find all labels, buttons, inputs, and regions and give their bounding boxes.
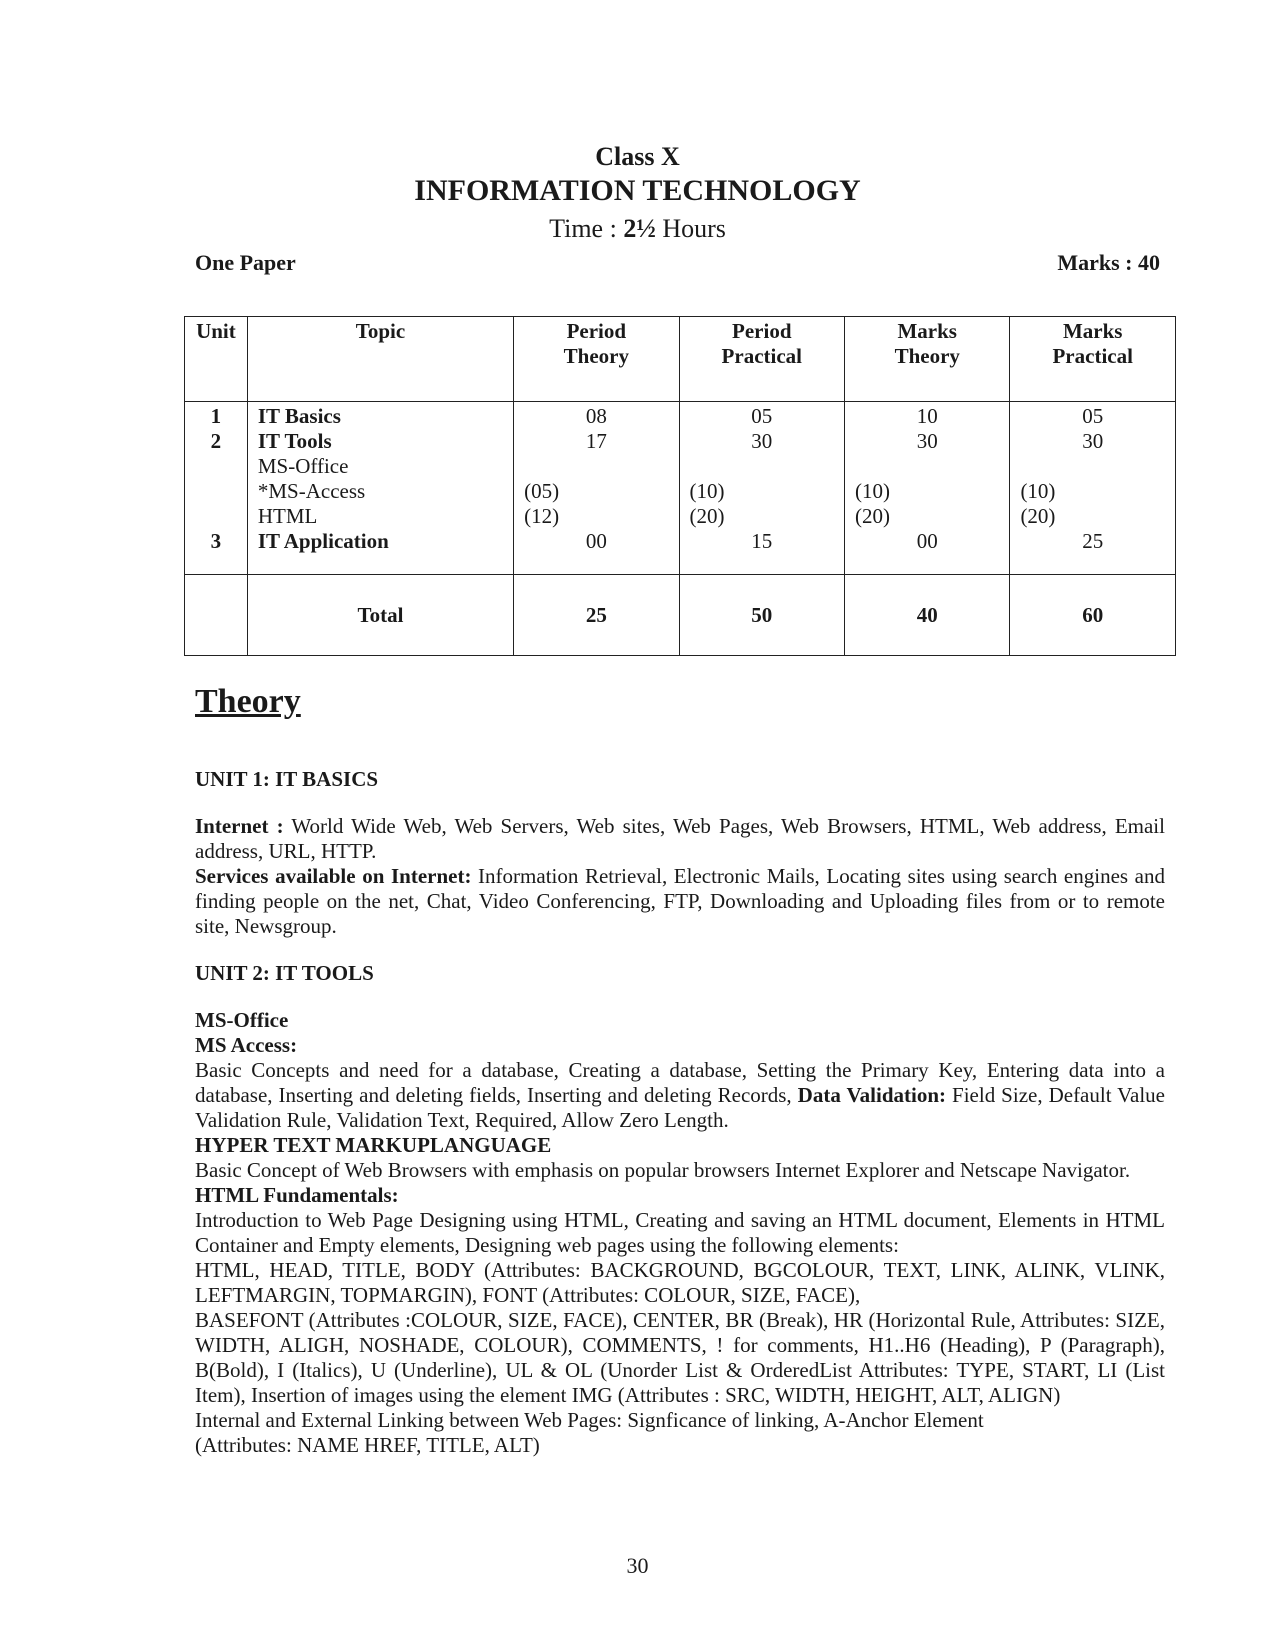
period-theory-column	[514, 402, 679, 575]
paper-label: One Paper	[195, 250, 296, 275]
header-text: Marks	[1062, 319, 1123, 343]
intro-paragraph: Introduction to Web Page Designing using HTML, Creating and saving an HTML document, Elements in HTML Container and Empty elements, Designing web pages using the following elements:	[195, 1208, 1165, 1257]
table-cell	[185, 575, 248, 656]
table-cell: IT Tools	[257, 429, 332, 453]
table-cell: 30	[751, 429, 773, 453]
header-text: Marks	[897, 319, 957, 343]
theory-heading: Theory	[195, 683, 301, 720]
table-cell: 1	[210, 404, 222, 428]
services-label: Services available on Internet:	[195, 864, 472, 888]
html-fundamentals-heading: HTML Fundamentals:	[195, 1183, 399, 1207]
marks-label: Marks : 40	[1057, 250, 1160, 275]
table-cell: (10)	[855, 479, 891, 503]
header-text: Theory	[563, 344, 629, 368]
access-text-2: Field Size, Default Value Validation Rule, Validation Text, Required, Allow Zero Length.	[195, 1083, 1165, 1132]
ms-office-heading: MS-Office	[195, 1008, 289, 1032]
table-cell: (10)	[689, 479, 725, 503]
header-unit: Unit	[185, 317, 248, 402]
table-cell: 2	[210, 429, 222, 453]
class-title: Class X	[595, 142, 680, 171]
table-cell	[185, 454, 247, 479]
table-cell: 15	[751, 529, 773, 553]
services-paragraph	[195, 864, 1165, 939]
time-value: 2½	[623, 214, 656, 243]
unit2-heading: UNIT 2: IT TOOLS	[195, 961, 374, 985]
table-cell	[185, 504, 247, 529]
topic-column	[247, 402, 513, 575]
table-cell: 08	[585, 404, 607, 428]
period-practical-column	[679, 402, 845, 575]
time-suffix: Hours	[655, 214, 726, 243]
header-text: Period	[732, 319, 792, 343]
header-topic: Topic	[247, 317, 513, 402]
table-cell	[185, 479, 247, 504]
table-cell: 3	[210, 529, 222, 553]
total-label: Total	[247, 575, 513, 656]
table-cell	[514, 454, 678, 479]
time-prefix: Time :	[549, 214, 624, 243]
linking-paragraph-2: (Attributes: NAME HREF, TITLE, ALT)	[195, 1433, 540, 1457]
unit-column	[185, 402, 248, 575]
table-cell	[845, 454, 1009, 479]
total-marks-practical: 60	[1010, 575, 1176, 656]
linking-paragraph-1: Internal and External Linking between Web Pages: Signficance of linking, A-Anchor Element	[195, 1408, 984, 1432]
internet-label: Internet :	[195, 814, 284, 838]
total-period-practical: 50	[679, 575, 845, 656]
marks-practical-column	[1010, 402, 1176, 575]
table-cell: (05)	[524, 479, 560, 503]
table-cell: 05	[751, 404, 773, 428]
elements-paragraph-1: HTML, HEAD, TITLE, BODY (Attributes: BACKGROUND, BGCOLOUR, TEXT, LINK, ALINK, VLINK, LEFTMARGIN, TOPMARGIN), FONT (Attributes: COLOUR, SIZE, FACE),	[195, 1258, 1165, 1307]
table-cell: MS-Office	[257, 454, 349, 478]
page-number: 30	[626, 1553, 649, 1578]
internet-text: World Wide Web, Web Servers, Web sites, Web Pages, Web Browsers, HTML, Web address, Email address, URL, HTTP.	[195, 814, 1165, 863]
access-text: Basic Concepts and need for a database, Creating a database, Setting the Primary Key, Entering data into a database, Inserting and deleting fields, Inserting and deleting Records,	[195, 1058, 1165, 1107]
table-cell: IT Basics	[257, 404, 341, 428]
syllabus-table	[184, 316, 1176, 656]
table-cell	[680, 454, 845, 479]
table-cell: 30	[916, 429, 938, 453]
table-cell: (20)	[689, 504, 725, 528]
header-period-practical	[679, 317, 845, 402]
table-cell: (20)	[855, 504, 891, 528]
table-cell: 30	[1082, 429, 1104, 453]
table-body-row	[185, 402, 1176, 575]
table-cell: 00	[916, 529, 938, 553]
table-cell: (10)	[1020, 479, 1056, 503]
ms-access-heading: MS Access:	[195, 1033, 298, 1057]
unit1-heading: UNIT 1: IT BASICS	[195, 767, 379, 791]
header-text: Theory	[894, 344, 960, 368]
table-total-row	[185, 575, 1176, 656]
header-text: Practical	[1052, 344, 1133, 368]
table-cell: 25	[1082, 529, 1104, 553]
header-text: Practical	[721, 344, 802, 368]
table-cell: 05	[1082, 404, 1104, 428]
table-cell: 10	[916, 404, 938, 428]
table-cell: 00	[585, 529, 607, 553]
header-marks-theory	[845, 317, 1010, 402]
services-text: Information Retrieval, Electronic Mails, Locating sites using search engines and finding people on the net, Chat, Video Conferencing, FTP, Downloading and Uploading files from or to remote site, Newsgroup.	[195, 864, 1166, 938]
table-header-row	[185, 317, 1176, 402]
marks-theory-column	[845, 402, 1010, 575]
table-cell: *MS-Access	[257, 479, 366, 503]
total-marks-theory: 40	[845, 575, 1010, 656]
total-period-theory: 25	[514, 575, 679, 656]
time-line	[0, 214, 1275, 244]
table-cell: (20)	[1020, 504, 1056, 528]
table-cell: HTML	[257, 504, 318, 528]
unit1-section	[195, 767, 1165, 1458]
header-period-theory	[514, 317, 679, 402]
data-validation-label: Data Validation:	[797, 1083, 947, 1107]
header-marks-practical	[1010, 317, 1176, 402]
table-cell: IT Application	[257, 529, 389, 553]
browsers-paragraph: Basic Concept of Web Browsers with emphasis on popular browsers Internet Explorer and Netscape Navigator.	[195, 1158, 1131, 1182]
table-cell: (12)	[524, 504, 560, 528]
table-cell: 17	[585, 429, 607, 453]
subject-title: INFORMATION TECHNOLOGY	[414, 174, 861, 207]
header-text: Period	[566, 319, 627, 343]
access-paragraph	[195, 1058, 1165, 1133]
internet-paragraph	[195, 814, 1165, 864]
html-heading: HYPER TEXT MARKUPLANGUAGE	[195, 1133, 552, 1157]
elements-paragraph-2: BASEFONT (Attributes :COLOUR, SIZE, FACE), CENTER, BR (Break), HR (Horizontal Rule, Attributes: SIZE, WIDTH, ALIGH, NOSHADE, COLOUR), COMMENTS, ! for comments, H1..H6 (Heading), P (Paragraph), B(Bold), I (Italics), U (Underline), UL & OL (Unorder List & OrderedList Attributes: TYPE, START, LI (List Item), Insertion of images using the element IMG (Attributes : SRC, WIDTH, HEIGHT, ALT, ALIGN)	[195, 1308, 1165, 1407]
table-cell	[1010, 454, 1175, 479]
